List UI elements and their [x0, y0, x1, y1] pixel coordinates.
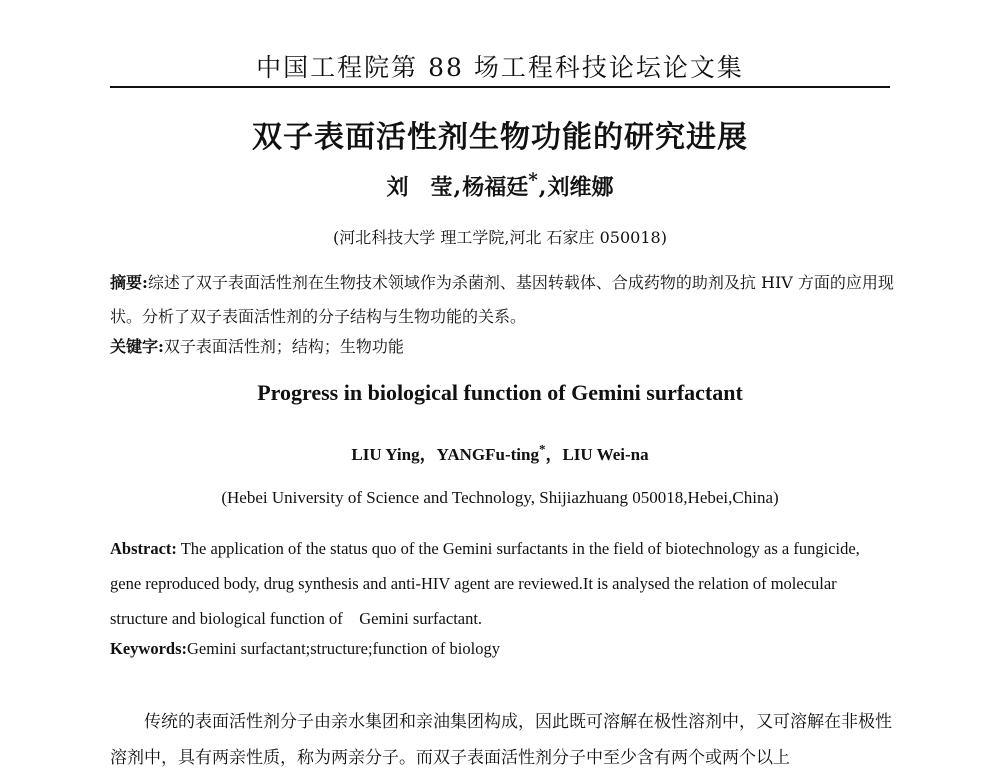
abstract-label-en: Abstract: — [110, 539, 177, 558]
affiliation-english: (Hebei University of Science and Technology, Shijiazhuang 050018,Hebei,China) — [221, 488, 779, 507]
keywords-text-en: Gemini surfactant;structure;function of biology — [187, 639, 500, 658]
author-liu-weina-zh: 刘维娜 — [547, 174, 614, 201]
author-separator: ， — [545, 445, 563, 464]
keywords-chinese — [110, 335, 895, 359]
abstract-text-zh: 综述了双子表面活性剂在生物技术领域作为杀菌剂、基因转载体、合成药物的助剂及抗 HIV 方面的应用现状。分析了双子表面活性剂的分子结构与生物功能的关系。 — [110, 273, 894, 326]
author-yang-futing-zh: 杨福廷 — [462, 174, 529, 201]
header-rule — [110, 86, 890, 88]
title-english: Progress in biological function of Gemini surfactant — [257, 380, 743, 405]
abstract-english — [110, 531, 895, 636]
keywords-label-en: Keywords: — [110, 639, 187, 658]
keywords-text-zh: 双子表面活性剂；结构；生物功能 — [163, 337, 404, 356]
author-liu-ying-zh: 刘 莹 — [386, 174, 453, 201]
body-paragraph: 传统的表面活性剂分子由亲水集团和亲油集团构成，因此既可溶解在极性溶剂中，又可溶解在非极性溶剂中，具有两亲性质，称为两亲分子。而双子表面活性剂分子中至少含有两个或两个以上 — [110, 712, 892, 768]
corresponding-author-mark: * — [528, 170, 538, 191]
keywords-label-zh: 关键字: — [110, 337, 164, 356]
affiliation-chinese: (河北科技大学 理工学院,河北 石家庄 050018) — [333, 228, 667, 247]
author-liu-weina-en: LIU Wei-na — [562, 445, 649, 464]
author-separator: , — [453, 174, 462, 201]
abstract-chinese — [110, 266, 895, 334]
corresponding-author-mark: * — [538, 441, 546, 457]
author-separator: , — [538, 174, 547, 201]
abstract-text-en: The application of the status quo of the Gemini surfactants in the field of biotechnology as a fungicide, gene reproduced body, drug synthesis and anti-HIV agent are reviewed.It is analysed the relation of molecular structure and biological function of Gemini surfactant. — [110, 539, 860, 628]
abstract-label-zh: 摘要: — [110, 273, 148, 292]
author-liu-ying-en: LIU Ying — [351, 445, 420, 464]
author-separator: ， — [419, 445, 437, 464]
author-yang-futing-en: YANGFu-ting — [436, 445, 539, 464]
title-chinese: 双子表面活性剂生物功能的研究进展 — [252, 120, 748, 155]
authors-chinese — [0, 170, 1000, 201]
authors-english — [0, 440, 1000, 465]
keywords-english — [110, 637, 895, 661]
running-header: 中国工程院第 88 场工程科技论坛论文集 — [256, 53, 744, 82]
